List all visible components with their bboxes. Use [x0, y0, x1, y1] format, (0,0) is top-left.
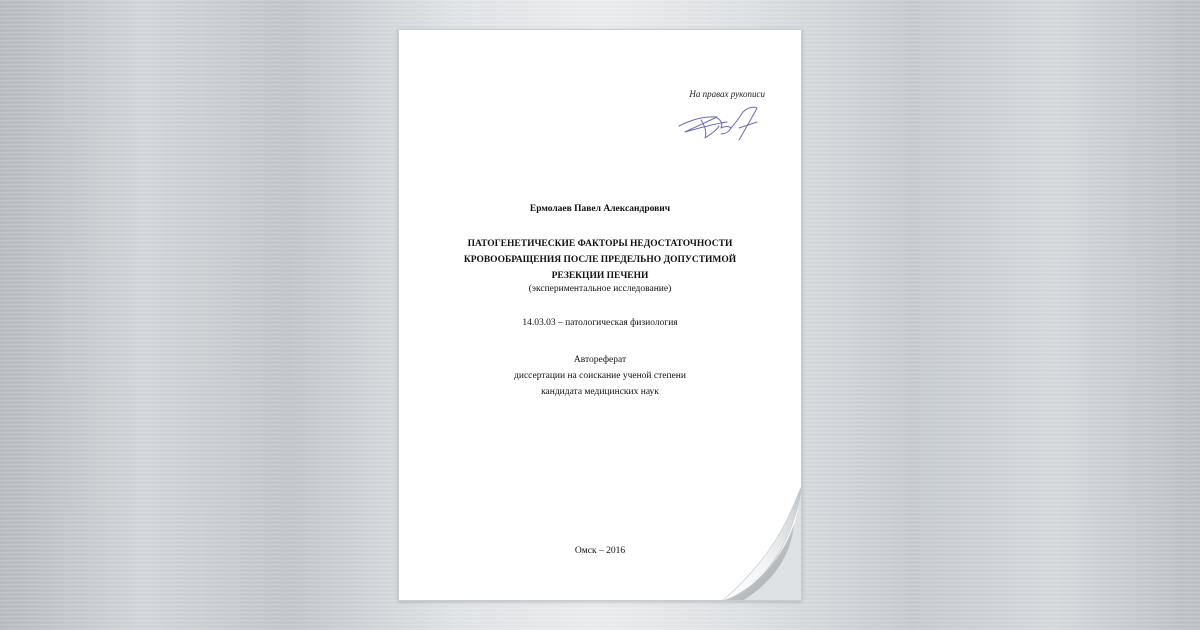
title-line: КРОВООБРАЩЕНИЯ ПОСЛЕ ПРЕДЕЛЬНО ДОПУСТИМОЙ — [463, 255, 737, 265]
specialty-code: 14.03.03 – патологическая физиология — [522, 318, 678, 328]
signature-icon — [677, 106, 769, 146]
abstract-line: Автореферат — [573, 355, 627, 365]
study-type: (экспериментальное исследование) — [528, 284, 672, 294]
dissertation-title — [399, 236, 801, 284]
page-curl-icon — [722, 485, 802, 601]
abstract-description — [399, 352, 801, 400]
manuscript-note: На правах рукописи — [689, 89, 765, 99]
title-line: ПАТОГЕНЕТИЧЕСКИЕ ФАКТОРЫ НЕДОСТАТОЧНОСТИ — [467, 239, 733, 249]
document-page — [398, 29, 802, 601]
author-name: Ермолаев Павел Александрович — [529, 204, 671, 214]
abstract-line: кандидата медицинских наук — [541, 387, 659, 397]
title-line: РЕЗЕКЦИИ ПЕЧЕНИ — [551, 271, 649, 281]
abstract-line: диссертации на соискание ученой степени — [514, 371, 686, 381]
place-year: Омск – 2016 — [574, 546, 626, 556]
